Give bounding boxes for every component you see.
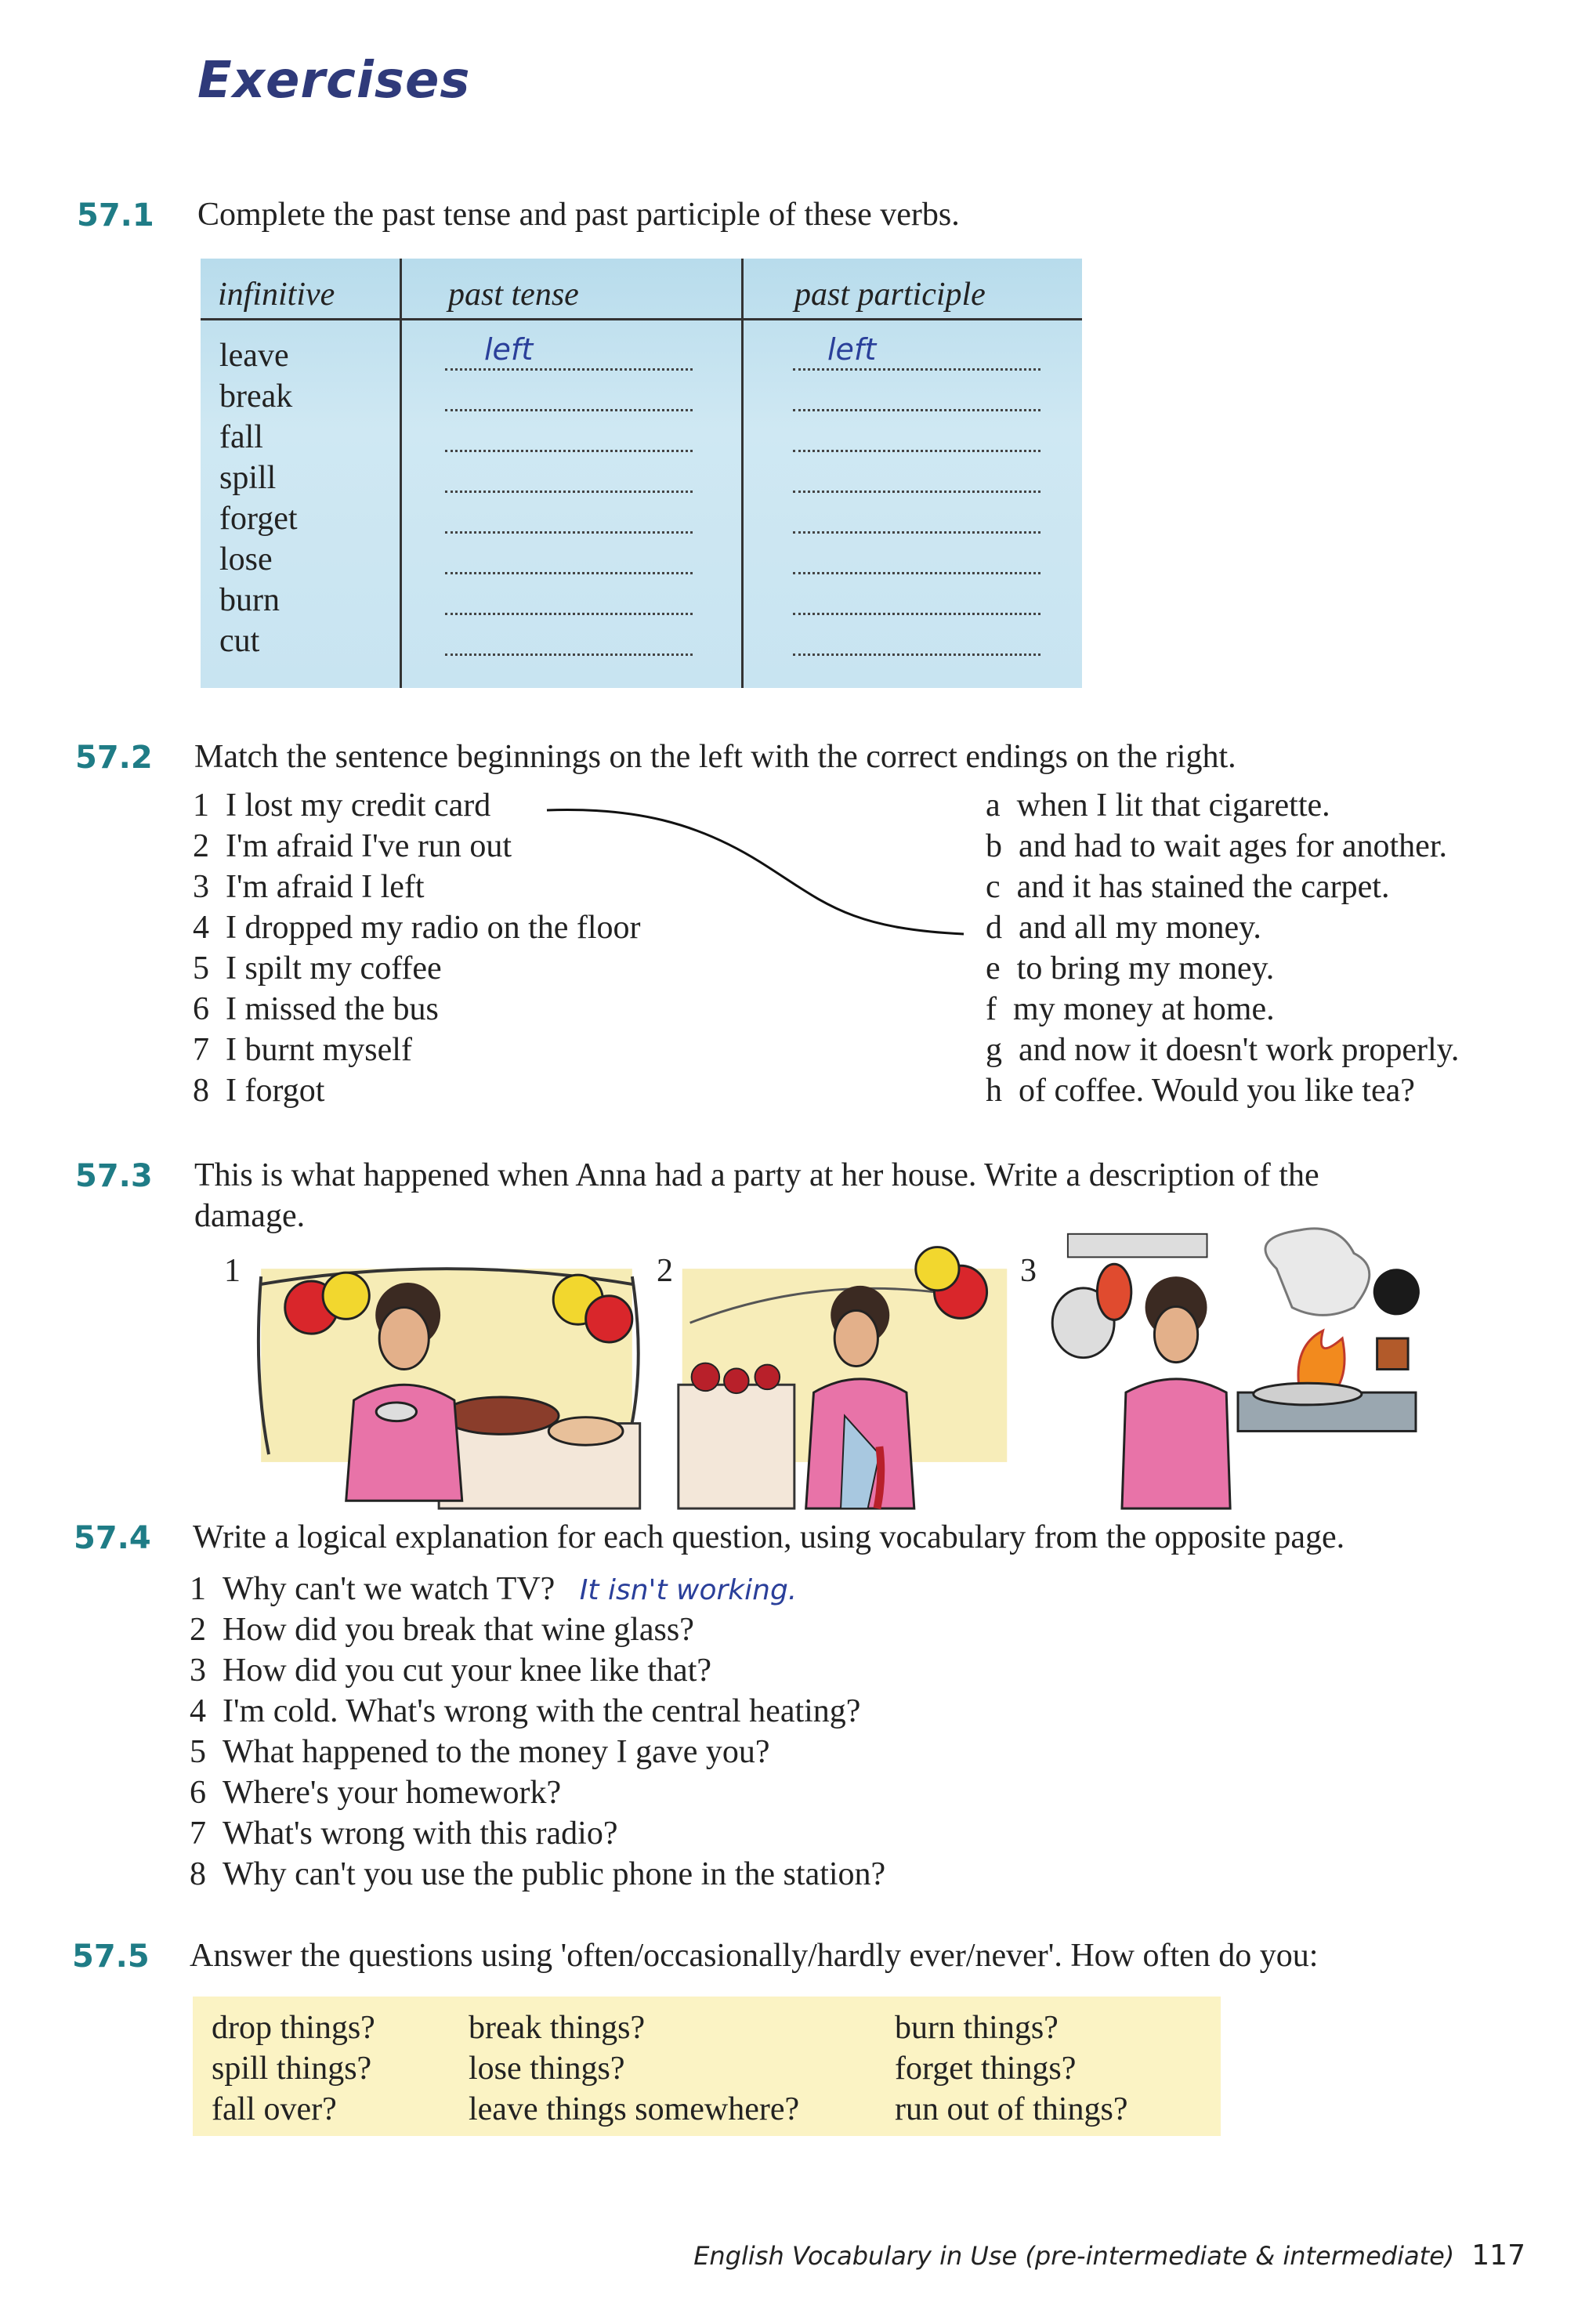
blank-past-8[interactable]: [445, 653, 693, 656]
match-right-item: [986, 827, 1447, 865]
question-item: [190, 1774, 561, 1812]
question-text: Where's your homework?: [223, 1775, 562, 1811]
blank-past-6[interactable]: [445, 572, 693, 574]
match-right-item: [986, 868, 1389, 906]
answer-past-leave: left: [484, 332, 534, 367]
frequency-item: burn things?: [895, 2010, 1059, 2046]
question-number: 1: [190, 1571, 206, 1607]
match-right-item: [986, 990, 1275, 1028]
question-item: [190, 1570, 797, 1608]
match-right-letter: d: [986, 910, 1002, 946]
verb-fall: fall: [219, 419, 263, 455]
verb-spill: spill: [219, 460, 277, 496]
picture-number-1: 1: [224, 1253, 241, 1289]
match-left-item: [193, 827, 512, 865]
match-left-number: 6: [193, 991, 209, 1027]
page-footer: [693, 2239, 1525, 2272]
blank-participle-3[interactable]: [793, 450, 1040, 452]
match-left-number: 3: [193, 869, 209, 905]
exercise-number-57-5: 57.5: [72, 1939, 150, 1975]
match-right-letter: h: [986, 1073, 1002, 1109]
match-left-text: I lost my credit card: [226, 787, 491, 824]
match-left-number: 7: [193, 1032, 209, 1068]
match-right-item: [986, 950, 1274, 987]
blank-participle-1[interactable]: [793, 368, 1040, 371]
blank-participle-8[interactable]: [793, 653, 1040, 656]
exercise-number-57-3: 57.3: [75, 1158, 153, 1194]
match-right-item: [986, 787, 1330, 824]
blank-past-5[interactable]: [445, 531, 693, 534]
match-left-text: I dropped my radio on the floor: [226, 910, 641, 946]
match-right-text: and all my money.: [1019, 910, 1261, 946]
question-text: What happened to the money I gave you?: [223, 1734, 770, 1770]
match-right-text: and now it doesn't work properly.: [1019, 1032, 1460, 1068]
verb-burn: burn: [219, 582, 280, 618]
question-item: [190, 1855, 885, 1893]
frequency-item: break things?: [469, 2010, 646, 2046]
match-left-item: [193, 868, 425, 906]
match-right-text: and it has stained the carpet.: [1016, 869, 1390, 905]
question-item: [190, 1652, 711, 1689]
blank-participle-6[interactable]: [793, 572, 1040, 574]
match-connector-line: [541, 791, 979, 948]
match-left-number: 5: [193, 950, 209, 987]
match-right-letter: c: [986, 869, 1001, 905]
verb-lose: lose: [219, 541, 273, 577]
question-text: I'm cold. What's wrong with the central heating?: [223, 1693, 861, 1729]
question-number: 3: [190, 1653, 206, 1689]
exercise-57-2-instruction: Match the sentence beginnings on the left with the correct endings on the right.: [194, 739, 1236, 775]
frequency-item: run out of things?: [895, 2091, 1128, 2127]
match-left-text: I burnt myself: [226, 1032, 412, 1068]
illustration-3-kitchen-fire: [1042, 1222, 1434, 1516]
blank-participle-2[interactable]: [793, 409, 1040, 411]
frequency-item: drop things?: [212, 2010, 375, 2046]
match-right-text: to bring my money.: [1016, 950, 1275, 987]
question-number: 7: [190, 1816, 206, 1852]
match-left-text: I forgot: [226, 1073, 325, 1109]
header-past-participle: past participle: [794, 277, 986, 313]
frequency-item: lose things?: [469, 2051, 625, 2087]
match-left-text: I missed the bus: [226, 991, 439, 1027]
page-title: Exercises: [197, 52, 471, 110]
match-left-text: I spilt my coffee: [226, 950, 442, 987]
picture-number-3: 3: [1020, 1253, 1037, 1289]
match-left-text: I'm afraid I left: [226, 869, 425, 905]
exercise-57-3-instruction-line1: This is what happened when Anna had a party at her house. Write a description of the: [194, 1157, 1319, 1193]
blank-participle-7[interactable]: [793, 613, 1040, 615]
frequency-item: leave things somewhere?: [469, 2091, 800, 2127]
book-title: English Vocabulary in Use (pre-intermediate & intermediate): [693, 2241, 1455, 2271]
picture-number-2: 2: [657, 1253, 673, 1289]
exercise-57-4-instruction: Write a logical explanation for each question, using vocabulary from the opposite page.: [193, 1519, 1345, 1555]
header-past-tense: past tense: [448, 277, 579, 313]
question-item: [190, 1733, 770, 1771]
question-item: [190, 1815, 617, 1852]
match-left-item: [193, 1031, 412, 1069]
question-number: 8: [190, 1856, 206, 1892]
match-right-text: when I lit that cigarette.: [1016, 787, 1330, 824]
illustration-2-wine-spill: [672, 1222, 1017, 1516]
match-left-item: [193, 950, 442, 987]
frequency-item: fall over?: [212, 2091, 337, 2127]
exercise-57-5-instruction: Answer the questions using 'often/occasionally/hardly ever/never'. How often do you:: [190, 1938, 1319, 1974]
question-number: 5: [190, 1734, 206, 1770]
match-right-text: of coffee. Would you like tea?: [1019, 1073, 1415, 1109]
question-item: [190, 1692, 860, 1730]
question-text: What's wrong with this radio?: [223, 1816, 618, 1852]
verb-forget: forget: [219, 501, 298, 537]
verb-break: break: [219, 378, 293, 415]
match-left-item: [193, 1072, 324, 1110]
question-item: [190, 1611, 694, 1649]
question-number: 6: [190, 1775, 206, 1811]
answer-participle-leave: left: [827, 332, 877, 367]
illustration-1-party-spill: [235, 1222, 658, 1516]
blank-past-1[interactable]: [445, 368, 693, 371]
question-text: Why can't we watch TV?: [223, 1571, 556, 1607]
match-right-item: [986, 1072, 1415, 1110]
question-text: Why can't you use the public phone in the station?: [223, 1856, 886, 1892]
match-right-letter: b: [986, 828, 1002, 864]
match-right-letter: g: [986, 1032, 1002, 1068]
blank-past-2[interactable]: [445, 409, 693, 411]
match-left-number: 1: [193, 787, 209, 824]
question-text: How did you break that wine glass?: [223, 1612, 694, 1648]
verb-table: [201, 259, 1082, 688]
exercise-number-57-2: 57.2: [75, 740, 153, 776]
match-left-item: [193, 990, 439, 1028]
exercise-57-3-instruction-line2: damage.: [194, 1198, 306, 1234]
match-left-text: I'm afraid I've run out: [226, 828, 512, 864]
match-right-text: my money at home.: [1013, 991, 1275, 1027]
match-right-letter: a: [986, 787, 1001, 824]
page-number: 117: [1471, 2239, 1525, 2272]
verb-cut: cut: [219, 623, 260, 659]
blank-past-7[interactable]: [445, 613, 693, 615]
match-right-text: and had to wait ages for another.: [1019, 828, 1447, 864]
verb-leave: leave: [219, 338, 289, 374]
frequency-box: [193, 1997, 1221, 2136]
blank-participle-5[interactable]: [793, 531, 1040, 534]
blank-participle-4[interactable]: [793, 491, 1040, 493]
match-right-item: [986, 909, 1261, 947]
exercise-number-57-1: 57.1: [77, 197, 154, 234]
match-right-letter: f: [986, 991, 997, 1027]
match-left-number: 2: [193, 828, 209, 864]
exercise-57-1-instruction: Complete the past tense and past participle of these verbs.: [197, 197, 960, 233]
header-infinitive: infinitive: [218, 277, 335, 313]
match-left-number: 8: [193, 1073, 209, 1109]
example-answer: It isn't working.: [579, 1574, 798, 1606]
question-number: 2: [190, 1612, 206, 1648]
question-text: How did you cut your knee like that?: [223, 1653, 712, 1689]
blank-past-3[interactable]: [445, 450, 693, 452]
question-number: 4: [190, 1693, 206, 1729]
match-right-item: [986, 1031, 1459, 1069]
match-left-number: 4: [193, 910, 209, 946]
match-right-letter: e: [986, 950, 1001, 987]
frequency-item: forget things?: [895, 2051, 1077, 2087]
exercise-number-57-4: 57.4: [74, 1520, 151, 1556]
match-left-item: [193, 787, 490, 824]
blank-past-4[interactable]: [445, 491, 693, 493]
frequency-item: spill things?: [212, 2051, 372, 2087]
